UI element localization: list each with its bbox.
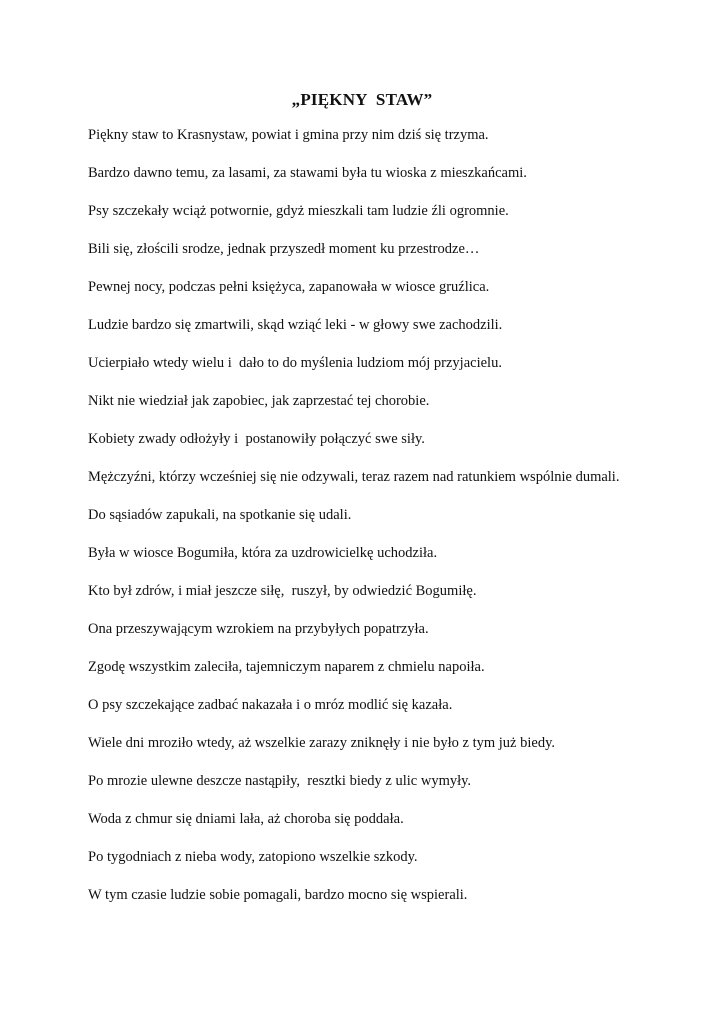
- verse-line: Do sąsiadów zapukali, na spotkanie się udali.: [88, 507, 352, 523]
- verse-line: W tym czasie ludzie sobie pomagali, bardzo mocno się wspierali.: [88, 887, 468, 903]
- poem-title: „PIĘKNY STAW”: [291, 90, 433, 109]
- verse-line: Po tygodniach z nieba wody, zatopiono wszelkie szkody.: [88, 849, 418, 865]
- verse-line: Kto był zdrów, i miał jeszcze siłę, ruszył, by odwiedzić Bogumiłę.: [88, 583, 477, 599]
- verse-line: Ucierpiało wtedy wielu i dało to do myślenia ludziom mój przyjacielu.: [88, 355, 502, 371]
- verse-line: Piękny staw to Krasnystaw, powiat i gmina przy nim dziś się trzyma.: [88, 127, 489, 143]
- verse-line: Kobiety zwady odłożyły i postanowiły połączyć swe siły.: [88, 431, 425, 447]
- verse-line: Mężczyźni, którzy wcześniej się nie odzywali, teraz razem nad ratunkiem wspólnie dumali.: [88, 469, 620, 485]
- verse-line: Psy szczekały wciąż potwornie, gdyż mieszkali tam ludzie źli ogromnie.: [88, 203, 509, 219]
- verse-line: Po mrozie ulewne deszcze nastąpiły, resztki biedy z ulic wymyły.: [88, 773, 472, 789]
- verse-line: Ona przeszywającym wzrokiem na przybyłych popatrzyła.: [88, 621, 429, 637]
- verse-line: Woda z chmur się dniami lała, aż choroba się poddała.: [88, 811, 404, 827]
- verse-line: O psy szczekające zadbać nakazała i o mróz modlić się kazała.: [88, 697, 453, 713]
- verse-line: Pewnej nocy, podczas pełni księżyca, zapanowała w wiosce gruźlica.: [88, 279, 490, 295]
- verse-line: Bili się, złościli srodze, jednak przyszedł moment ku przestrodze…: [88, 241, 480, 257]
- verse-line: Bardzo dawno temu, za lasami, za stawami była tu wioska z mieszkańcami.: [88, 165, 527, 181]
- verse-line: Wiele dni mroziło wtedy, aż wszelkie zarazy zniknęły i nie było z tym już biedy.: [88, 735, 556, 751]
- verse-line: Zgodę wszystkim zaleciła, tajemniczym naparem z chmielu napoiła.: [88, 659, 485, 675]
- verse-line: Nikt nie wiedział jak zapobiec, jak zaprzestać tej chorobie.: [88, 393, 430, 409]
- verse-line: Ludzie bardzo się zmartwili, skąd wziąć leki - w głowy swe zachodzili.: [88, 317, 503, 333]
- verse-line: Była w wiosce Bogumiła, która za uzdrowicielkę uchodziła.: [88, 545, 438, 561]
- poem-body: [88, 122, 648, 920]
